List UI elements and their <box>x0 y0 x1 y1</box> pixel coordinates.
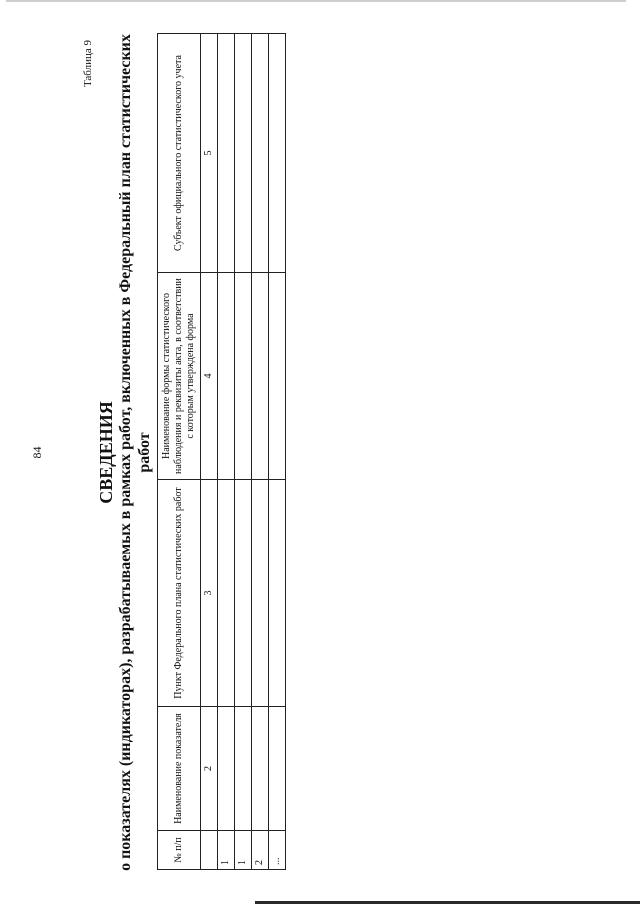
numbering-cell <box>201 831 218 870</box>
table-cell <box>235 273 252 480</box>
table-cell <box>235 34 252 273</box>
table-cell <box>252 480 269 707</box>
header-cell-plan-item: Пункт Федерального плана статистических работ <box>158 480 201 707</box>
data-table <box>157 33 286 870</box>
document-subtitle: о показателях (индикаторах), разрабатываемых в рамках работ, включенных в Федеральный план статистических работ <box>117 34 153 871</box>
table-cell <box>218 273 235 480</box>
table-row <box>269 34 286 870</box>
table-cell <box>218 480 235 707</box>
row-number-cell: 1 <box>218 831 235 870</box>
header-cell-number: № п/п <box>158 831 201 870</box>
table-cell <box>252 34 269 273</box>
row-number-cell: 1 <box>235 831 252 870</box>
table-cell <box>269 34 286 273</box>
header-cell-subject: Субъект официального статистического учета <box>158 34 201 273</box>
header-cell-form-name: Наименование формы статистического наблюдения и реквизиты акта, в соответствии с которым утверждена форма <box>158 273 201 480</box>
page-number: 84 <box>30 446 44 459</box>
numbering-cell: 4 <box>201 273 218 480</box>
header-cell-indicator: Наименование показателя <box>158 707 201 831</box>
table-row <box>235 34 252 870</box>
table-numbering-row <box>201 34 218 870</box>
table-row <box>218 34 235 870</box>
numbering-cell: 5 <box>201 34 218 273</box>
table-label: Таблица 9 <box>82 40 94 88</box>
table-cell <box>235 480 252 707</box>
row-number-cell: ... <box>269 831 286 870</box>
table-cell <box>218 34 235 273</box>
document-title: СВЕДЕНИЯ <box>96 401 116 504</box>
table-cell <box>252 707 269 831</box>
table-cell <box>252 273 269 480</box>
table-header-row <box>158 34 201 870</box>
table-row <box>252 34 269 870</box>
table-cell <box>269 273 286 480</box>
table-cell <box>218 707 235 831</box>
table-cell <box>269 480 286 707</box>
table-cell <box>269 707 286 831</box>
numbering-cell: 3 <box>201 480 218 707</box>
numbering-cell: 2 <box>201 707 218 831</box>
table-cell <box>235 707 252 831</box>
row-number-cell: 2 <box>252 831 269 870</box>
